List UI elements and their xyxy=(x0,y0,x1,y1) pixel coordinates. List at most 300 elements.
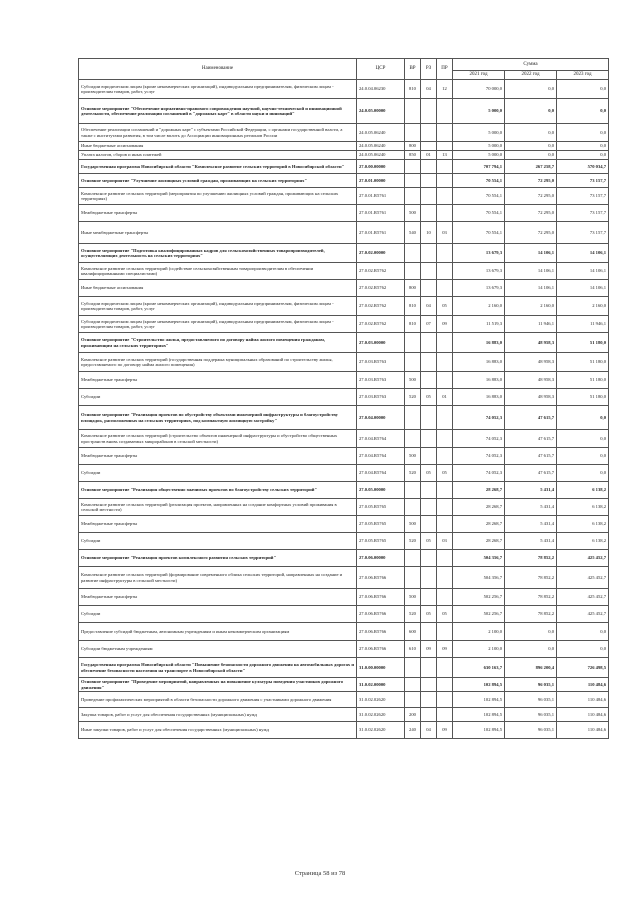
row-csr: 27.0.06.00000 xyxy=(357,550,405,567)
row-sum-2021: 102 894,5 xyxy=(453,722,505,739)
row-pr xyxy=(437,160,453,174)
row-sum-2023: 425 452,7 xyxy=(557,589,609,606)
row-sum-2023: 726 498,5 xyxy=(557,658,609,678)
row-sum-2021: 74 052,3 xyxy=(453,465,505,482)
row-csr: 27.0.02.R5762 xyxy=(357,297,405,316)
row-csr: 24.0.05.06240 xyxy=(357,151,405,160)
row-rz: 04 xyxy=(421,722,437,739)
row-sum-2021: 28 268,7 xyxy=(453,499,505,516)
row-rz: 07 xyxy=(421,316,437,333)
row-sum-2023: 110 484,6 xyxy=(557,678,609,692)
row-name: Государственная программа Новосибирской области "Комплексное развитие сельских территорий в Новосибирской области" xyxy=(79,160,357,174)
row-sum-2023: 425 452,7 xyxy=(557,606,609,623)
row-sum-2022: 48 958,3 xyxy=(505,389,557,406)
row-pr xyxy=(437,658,453,678)
row-pr xyxy=(437,205,453,222)
row-name: Основное мероприятие "Реализация проектов комплексного развития сельских территорий" xyxy=(79,550,357,567)
row-pr xyxy=(437,482,453,499)
row-sum-2023: 110 484,6 xyxy=(557,722,609,739)
row-pr: 09 xyxy=(437,722,453,739)
row-rz xyxy=(421,372,437,389)
row-sum-2022: 5 431,4 xyxy=(505,499,557,516)
row-rz xyxy=(421,160,437,174)
row-sum-2023: 0,0 xyxy=(557,80,609,99)
table-row xyxy=(79,465,609,482)
row-sum-2022: 5 431,4 xyxy=(505,516,557,533)
row-pr: 12 xyxy=(437,80,453,99)
table-row xyxy=(79,263,609,280)
row-sum-2021: 102 894,5 xyxy=(453,708,505,722)
row-pr xyxy=(437,550,453,567)
row-sum-2022: 5 431,4 xyxy=(505,482,557,499)
row-vr xyxy=(405,499,421,516)
row-name: Закупка товаров, работ и услуг для обеспечения государственных (муниципальных) нужд xyxy=(79,708,357,722)
row-pr: 03 xyxy=(437,222,453,244)
row-sum-2023: 51 180,0 xyxy=(557,372,609,389)
row-rz xyxy=(421,567,437,589)
table-row xyxy=(79,678,609,692)
row-pr xyxy=(437,263,453,280)
row-rz xyxy=(421,708,437,722)
row-name: Межбюджетные трансферты xyxy=(79,516,357,533)
row-sum-2022: 0,0 xyxy=(505,99,557,124)
table-row xyxy=(79,297,609,316)
row-pr: 03 xyxy=(437,533,453,550)
row-sum-2021: 70 554,1 xyxy=(453,174,505,188)
row-vr xyxy=(405,353,421,372)
row-vr xyxy=(405,263,421,280)
row-rz xyxy=(421,124,437,142)
row-csr: 27.0.05.00000 xyxy=(357,482,405,499)
row-sum-2021: 28 268,7 xyxy=(453,482,505,499)
row-sum-2021: 28 268,7 xyxy=(453,533,505,550)
row-sum-2022: 96 035,1 xyxy=(505,708,557,722)
row-rz xyxy=(421,174,437,188)
row-vr: 540 xyxy=(405,222,421,244)
row-csr: 27.0.06.R5766 xyxy=(357,623,405,641)
table-row xyxy=(79,160,609,174)
row-vr xyxy=(405,658,421,678)
row-rz xyxy=(421,678,437,692)
row-pr: 01 xyxy=(437,389,453,406)
row-vr xyxy=(405,188,421,205)
row-sum-2022: 14 106,1 xyxy=(505,280,557,297)
row-sum-2022: 72 295,0 xyxy=(505,222,557,244)
row-csr: 24.0.04.06230 xyxy=(357,80,405,99)
row-csr: 27.0.06.R5766 xyxy=(357,589,405,606)
row-sum-2021: 707 794,1 xyxy=(453,160,505,174)
table-row xyxy=(79,151,609,160)
row-name: Межбюджетные трансферты xyxy=(79,448,357,465)
header-2023: 2023 год xyxy=(557,71,609,80)
row-csr: 27.0.04.R5764 xyxy=(357,465,405,482)
row-csr: 27.0.04.R5764 xyxy=(357,448,405,465)
row-rz xyxy=(421,244,437,263)
table-row xyxy=(79,80,609,99)
row-sum-2023: 0,0 xyxy=(557,448,609,465)
row-vr: 810 xyxy=(405,297,421,316)
row-name: Иные бюджетные ассигнования xyxy=(79,142,357,151)
row-sum-2022: 48 958,3 xyxy=(505,333,557,353)
row-pr xyxy=(437,124,453,142)
row-sum-2021: 70 000,0 xyxy=(453,80,505,99)
header-csr: ЦСР xyxy=(357,59,405,80)
row-vr xyxy=(405,124,421,142)
table-row xyxy=(79,124,609,142)
table-row xyxy=(79,205,609,222)
row-sum-2021: 13 679,3 xyxy=(453,244,505,263)
row-sum-2023: 0,0 xyxy=(557,623,609,641)
row-sum-2023: 14 106,1 xyxy=(557,263,609,280)
row-sum-2022: 72 295,0 xyxy=(505,174,557,188)
row-csr: 27.0.02.R5762 xyxy=(357,263,405,280)
row-sum-2021: 504 356,7 xyxy=(453,550,505,567)
row-pr xyxy=(437,280,453,297)
row-pr xyxy=(437,623,453,641)
row-sum-2021: 74 052,3 xyxy=(453,448,505,465)
row-name: Иные межбюджетные трансферты xyxy=(79,222,357,244)
row-csr: 27.0.02.00000 xyxy=(357,244,405,263)
row-csr: 27.0.02.R5762 xyxy=(357,280,405,297)
row-sum-2021: 102 894,5 xyxy=(453,678,505,692)
row-pr xyxy=(437,692,453,708)
row-pr xyxy=(437,244,453,263)
table-row xyxy=(79,188,609,205)
row-sum-2023: 14 106,1 xyxy=(557,244,609,263)
row-sum-2023: 11 946,1 xyxy=(557,316,609,333)
row-sum-2023: 425 452,7 xyxy=(557,567,609,589)
row-vr xyxy=(405,244,421,263)
row-sum-2022: 78 852,2 xyxy=(505,567,557,589)
row-vr xyxy=(405,406,421,430)
row-sum-2022: 96 035,1 xyxy=(505,722,557,739)
row-name: Комплексное развитие сельских территорий (содействие сельскохозяйственным товаропроизводителям в обеспечении квалифицированными специалистами) xyxy=(79,263,357,280)
table-row xyxy=(79,406,609,430)
row-vr: 520 xyxy=(405,465,421,482)
row-sum-2023: 73 157,7 xyxy=(557,222,609,244)
row-csr: 24.0.05.06240 xyxy=(357,124,405,142)
row-pr: 05 xyxy=(437,606,453,623)
row-sum-2021: 11 519,3 xyxy=(453,316,505,333)
row-rz xyxy=(421,353,437,372)
row-sum-2021: 5 000,0 xyxy=(453,99,505,124)
row-pr xyxy=(437,406,453,430)
row-sum-2021: 5 000,0 xyxy=(453,151,505,160)
row-name: Комплексное развитие сельских территорий (реализация проектов, направленных на создание комфортных условий проживания в сельской местности) xyxy=(79,499,357,516)
row-rz xyxy=(421,280,437,297)
row-sum-2022: 78 852,2 xyxy=(505,589,557,606)
row-pr xyxy=(437,99,453,124)
row-rz xyxy=(421,516,437,533)
row-name: Субсидии xyxy=(79,533,357,550)
table-row xyxy=(79,708,609,722)
row-sum-2023: 14 106,1 xyxy=(557,280,609,297)
row-csr: 27.0.03.00000 xyxy=(357,333,405,353)
row-sum-2023: 51 180,0 xyxy=(557,333,609,353)
row-csr: 27.0.03.R5763 xyxy=(357,389,405,406)
row-name: Основное мероприятие "Проведение мероприятий, направленных на повышение культуры поведения участников дорожного движения" xyxy=(79,678,357,692)
row-sum-2021: 16 883,0 xyxy=(453,389,505,406)
row-rz xyxy=(421,623,437,641)
row-sum-2023: 6 138,2 xyxy=(557,533,609,550)
row-vr: 600 xyxy=(405,623,421,641)
row-name: Иные закупки товаров, работ и услуг для обеспечения государственных (муниципальных) нужд xyxy=(79,722,357,739)
row-sum-2021: 502 256,7 xyxy=(453,606,505,623)
header-2021: 2021 год xyxy=(453,71,505,80)
row-pr xyxy=(437,708,453,722)
row-rz: 05 xyxy=(421,465,437,482)
table-row xyxy=(79,641,609,658)
table-row xyxy=(79,589,609,606)
table-row xyxy=(79,333,609,353)
row-sum-2021: 502 256,7 xyxy=(453,589,505,606)
table-row xyxy=(79,550,609,567)
row-pr: 05 xyxy=(437,465,453,482)
row-vr xyxy=(405,692,421,708)
row-vr: 500 xyxy=(405,205,421,222)
table-row xyxy=(79,280,609,297)
row-sum-2022: 47 615,7 xyxy=(505,448,557,465)
table-row xyxy=(79,658,609,678)
row-csr: 27.0.01.R5761 xyxy=(357,188,405,205)
row-sum-2023: 73 157,7 xyxy=(557,174,609,188)
header-sum: Сумма xyxy=(453,59,609,71)
row-vr: 500 xyxy=(405,448,421,465)
row-name: Проведение профилактических мероприятий в области безопасности дорожного движения с участниками дорожного движения xyxy=(79,692,357,708)
row-rz xyxy=(421,499,437,516)
row-sum-2023: 0,0 xyxy=(557,151,609,160)
row-vr: 200 xyxy=(405,708,421,722)
row-csr: 24.0.05.06240 xyxy=(357,142,405,151)
row-sum-2022: 78 852,2 xyxy=(505,606,557,623)
row-rz xyxy=(421,333,437,353)
row-sum-2022: 78 852,2 xyxy=(505,550,557,567)
row-name: Обеспечение реализации соглашений и "дорожных карт" с субъектами Российской Федерации, с органами государственной власти, а также с институтами развития, в том числе вплоть до Ассоциации инновационных регионов России xyxy=(79,124,357,142)
row-csr: 27.0.02.R5762 xyxy=(357,316,405,333)
row-sum-2022: 0,0 xyxy=(505,142,557,151)
table-row xyxy=(79,722,609,739)
row-csr: 27.0.06.R5766 xyxy=(357,606,405,623)
row-csr: 27.0.05.R5765 xyxy=(357,533,405,550)
row-vr xyxy=(405,174,421,188)
row-name: Основное мероприятие "Реализация общественно значимых проектов по благоустройству сельских территорий" xyxy=(79,482,357,499)
row-name: Иные бюджетные ассигнования xyxy=(79,280,357,297)
row-sum-2022: 0,0 xyxy=(505,124,557,142)
row-csr: 27.0.01.00000 xyxy=(357,174,405,188)
row-rz: 10 xyxy=(421,222,437,244)
row-sum-2023: 51 180,0 xyxy=(557,389,609,406)
row-rz: 09 xyxy=(421,641,437,658)
row-sum-2021: 2 160,0 xyxy=(453,297,505,316)
row-sum-2022: 11 946,1 xyxy=(505,316,557,333)
row-vr: 500 xyxy=(405,516,421,533)
row-rz xyxy=(421,99,437,124)
row-csr: 31.0.02.00000 xyxy=(357,678,405,692)
row-sum-2023: 2 160,0 xyxy=(557,297,609,316)
table-row xyxy=(79,389,609,406)
row-sum-2023: 0,0 xyxy=(557,99,609,124)
row-pr xyxy=(437,448,453,465)
row-rz: 01 xyxy=(421,151,437,160)
row-sum-2022: 14 106,1 xyxy=(505,244,557,263)
row-name: Уплата налогов, сборов и иных платежей xyxy=(79,151,357,160)
row-name: Субсидии юридическим лицам (кроме некоммерческих организаций), индивидуальным предпринимателям, физическим лицам - производителям товаров, работ, услуг xyxy=(79,297,357,316)
row-pr xyxy=(437,333,453,353)
row-sum-2022: 5 431,4 xyxy=(505,533,557,550)
row-sum-2023: 425 452,7 xyxy=(557,550,609,567)
row-csr: 27.0.04.R5764 xyxy=(357,430,405,448)
row-vr: 520 xyxy=(405,606,421,623)
row-name: Основное мероприятие "Реализация проектов по обустройству объектами инженерной инфраструктуры и благоустройству площадок, расположенных на сельских территориях, под компактную жилищную застройку" xyxy=(79,406,357,430)
table-row xyxy=(79,430,609,448)
row-csr: 31.0.02.02620 xyxy=(357,708,405,722)
row-rz xyxy=(421,263,437,280)
row-name: Комплексное развитие сельских территорий (формирование современного облика сельских территорий, направленных на создание и развитие инфраструктуры в сельской местности) xyxy=(79,567,357,589)
row-rz: 05 xyxy=(421,533,437,550)
row-sum-2022: 96 035,1 xyxy=(505,692,557,708)
row-vr: 810 xyxy=(405,316,421,333)
table-row xyxy=(79,606,609,623)
row-csr: 31.0.02.02620 xyxy=(357,722,405,739)
row-sum-2023: 0,0 xyxy=(557,124,609,142)
row-sum-2022: 14 106,1 xyxy=(505,263,557,280)
row-rz xyxy=(421,658,437,678)
row-pr xyxy=(437,142,453,151)
row-vr: 500 xyxy=(405,372,421,389)
row-sum-2023: 0,0 xyxy=(557,406,609,430)
row-csr: 27.0.05.R5765 xyxy=(357,499,405,516)
row-pr: 13 xyxy=(437,151,453,160)
row-name: Субсидии юридическим лицам (кроме некоммерческих организаций), индивидуальным предпринимателям, физическим лицам - производителям товаров, работ, услуг xyxy=(79,316,357,333)
row-pr: 05 xyxy=(437,297,453,316)
row-vr: 610 xyxy=(405,641,421,658)
row-name: Межбюджетные трансферты xyxy=(79,372,357,389)
row-sum-2022: 47 615,7 xyxy=(505,430,557,448)
header-row xyxy=(79,59,609,71)
row-vr: 520 xyxy=(405,389,421,406)
row-name: Основное мероприятие "Обеспечение нормативно-правового сопровождения научной, научно-технической и инновационной деятельности, обеспечение реализации соглашений в "дорожных карт" в области науки и инноваций" xyxy=(79,99,357,124)
row-csr: 27.0.01.R5761 xyxy=(357,222,405,244)
row-sum-2023: 110 484,6 xyxy=(557,692,609,708)
table-row xyxy=(79,244,609,263)
row-sum-2022: 72 295,0 xyxy=(505,205,557,222)
row-sum-2021: 70 554,1 xyxy=(453,222,505,244)
table-row xyxy=(79,99,609,124)
row-sum-2021: 70 554,1 xyxy=(453,188,505,205)
row-sum-2021: 2 100,0 xyxy=(453,623,505,641)
row-pr xyxy=(437,174,453,188)
row-rz: 05 xyxy=(421,389,437,406)
row-pr xyxy=(437,589,453,606)
table-row xyxy=(79,482,609,499)
row-rz xyxy=(421,692,437,708)
row-sum-2022: 72 295,0 xyxy=(505,188,557,205)
row-sum-2023: 570 034,7 xyxy=(557,160,609,174)
row-csr: 27.0.00.00000 xyxy=(357,160,405,174)
table-row xyxy=(79,567,609,589)
row-sum-2023: 6 138,2 xyxy=(557,499,609,516)
table-row xyxy=(79,174,609,188)
row-sum-2021: 28 268,7 xyxy=(453,516,505,533)
row-name: Комплексное развитие сельских территорий (мероприятия по улучшению жилищных условий граждан, проживающих на сельских территориях) xyxy=(79,188,357,205)
row-csr: 27.0.03.R5763 xyxy=(357,372,405,389)
table-row xyxy=(79,499,609,516)
row-sum-2021: 16 883,0 xyxy=(453,333,505,353)
row-vr: 500 xyxy=(405,589,421,606)
header-rz: РЗ xyxy=(421,59,437,80)
row-pr xyxy=(437,353,453,372)
row-rz xyxy=(421,188,437,205)
row-sum-2022: 0,0 xyxy=(505,623,557,641)
row-name: Субсидии юридическим лицам (кроме некоммерческих организаций), индивидуальным предпринимателям, физическим лицам - производителям товаров, работ, услуг xyxy=(79,80,357,99)
row-vr xyxy=(405,482,421,499)
table-row xyxy=(79,142,609,151)
row-sum-2021: 13 679,3 xyxy=(453,280,505,297)
table-row xyxy=(79,316,609,333)
row-sum-2021: 13 679,3 xyxy=(453,263,505,280)
row-sum-2023: 0,0 xyxy=(557,641,609,658)
header-2022: 2022 год xyxy=(505,71,557,80)
row-sum-2021: 74 052,3 xyxy=(453,406,505,430)
row-sum-2021: 16 883,0 xyxy=(453,372,505,389)
row-sum-2021: 102 894,5 xyxy=(453,692,505,708)
row-sum-2022: 47 615,7 xyxy=(505,406,557,430)
row-rz xyxy=(421,448,437,465)
row-name: Основное мероприятие "Строительство жилья, предоставляемого по договору найма жилого помещения гражданам, проживающим на сельских территориях" xyxy=(79,333,357,353)
row-csr: 27.0.04.00000 xyxy=(357,406,405,430)
row-vr xyxy=(405,550,421,567)
table-row xyxy=(79,533,609,550)
row-vr: 850 xyxy=(405,151,421,160)
row-sum-2023: 0,0 xyxy=(557,142,609,151)
row-vr: 810 xyxy=(405,80,421,99)
row-vr: 800 xyxy=(405,142,421,151)
row-sum-2023: 0,0 xyxy=(557,430,609,448)
row-pr xyxy=(437,516,453,533)
row-rz xyxy=(421,482,437,499)
row-sum-2021: 2 100,0 xyxy=(453,641,505,658)
row-sum-2021: 630 163,7 xyxy=(453,658,505,678)
row-sum-2021: 504 356,7 xyxy=(453,567,505,589)
row-vr: 240 xyxy=(405,722,421,739)
row-csr: 31.0.02.02620 xyxy=(357,692,405,708)
header-name: Наименование xyxy=(79,59,357,80)
row-rz xyxy=(421,205,437,222)
row-name: Субсидии xyxy=(79,465,357,482)
row-pr xyxy=(437,188,453,205)
row-rz xyxy=(421,430,437,448)
row-name: Основное мероприятие "Улучшение жилищных условий граждан, проживающих на сельских территориях" xyxy=(79,174,357,188)
row-sum-2023: 0,0 xyxy=(557,465,609,482)
row-vr xyxy=(405,99,421,124)
row-sum-2022: 267 258,7 xyxy=(505,160,557,174)
row-name: Государственная программа Новосибирской области "Повышение безопасности дорожного движения на автомобильных дорогах и обеспечение безопасности населения на транспорте в Новосибирской области" xyxy=(79,658,357,678)
table-row xyxy=(79,372,609,389)
row-pr: 09 xyxy=(437,316,453,333)
row-name: Субсидии xyxy=(79,606,357,623)
row-rz xyxy=(421,550,437,567)
row-sum-2022: 47 615,7 xyxy=(505,465,557,482)
row-sum-2021: 70 554,1 xyxy=(453,205,505,222)
row-rz: 05 xyxy=(421,606,437,623)
row-rz: 04 xyxy=(421,80,437,99)
row-rz: 04 xyxy=(421,297,437,316)
row-sum-2022: 896 200,4 xyxy=(505,658,557,678)
page-number: Страница 58 из 78 xyxy=(294,870,346,877)
row-pr xyxy=(437,678,453,692)
row-vr xyxy=(405,567,421,589)
row-name: Предоставление субсидий бюджетным, автономным учреждениям и иным некоммерческим организациям xyxy=(79,623,357,641)
